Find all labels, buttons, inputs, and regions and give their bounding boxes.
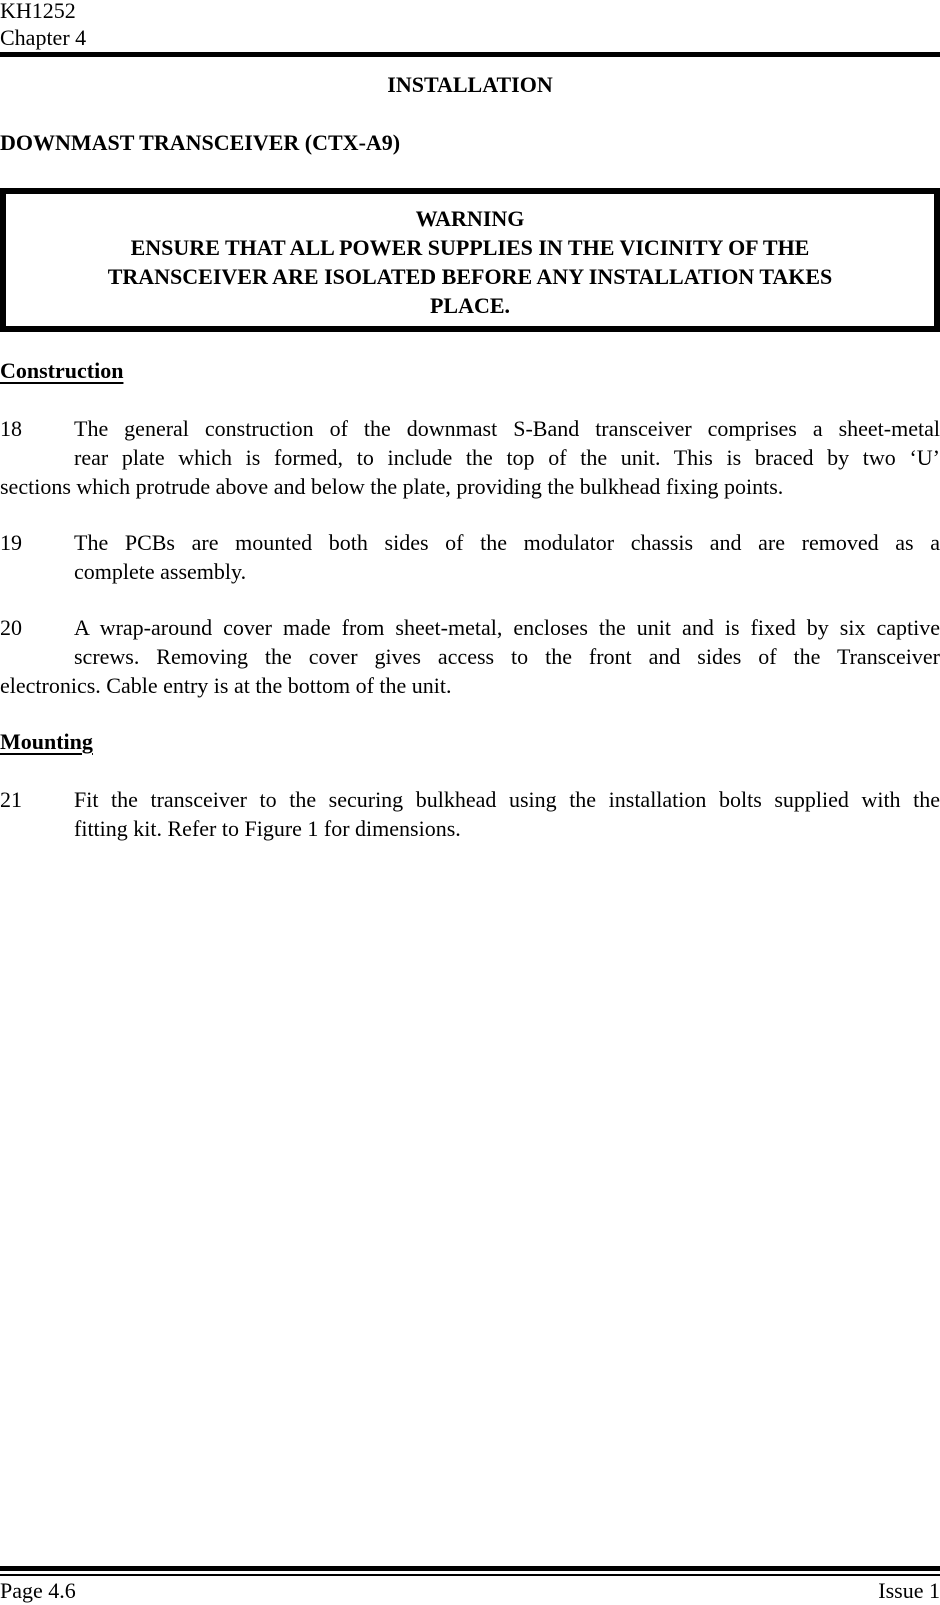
page-number: Page 4.6	[0, 1578, 76, 1603]
warning-box	[0, 188, 940, 332]
paragraph-number: 21	[0, 787, 22, 812]
page-title: INSTALLATION	[387, 72, 553, 97]
construction-heading: Construction	[0, 358, 124, 383]
footer-rule-thin	[0, 1574, 940, 1576]
paragraph-18	[0, 414, 940, 501]
paragraph-line: fitting kit. Refer to Figure 1 for dimensions.	[74, 816, 461, 841]
paragraph-21	[0, 785, 940, 843]
warning-title: WARNING	[415, 206, 525, 231]
warning-line-1: ENSURE THAT ALL POWER SUPPLIES IN THE VICINITY OF THE	[130, 235, 810, 260]
paragraph-line: complete assembly.	[74, 559, 247, 584]
paragraph-20	[0, 613, 940, 700]
paragraph-line: electronics. Cable entry is at the bottom of the unit.	[0, 673, 452, 698]
section-title: DOWNMAST TRANSCEIVER (CTX-A9)	[0, 130, 401, 155]
header-rule	[0, 52, 940, 57]
paragraph-number: 19	[0, 530, 22, 555]
paragraph-line: sections which protrude above and below the plate, providing the bulkhead fixing points.	[0, 474, 784, 499]
issue-label: Issue 1	[878, 1578, 940, 1603]
mounting-heading: Mounting	[0, 729, 93, 754]
paragraph-number: 18	[0, 416, 22, 441]
paragraph-line: rear plate which is formed, to include the top of the unit. This is braced by two ‘U’	[74, 445, 940, 470]
paragraph-line: Fit the transceiver to the securing bulkhead using the installation bolts supplied with the	[74, 787, 940, 812]
paragraph-line: screws. Removing the cover gives access to the front and sides of the Transceiver	[74, 644, 940, 669]
document-code: KH1252	[0, 0, 76, 23]
paragraph-number: 20	[0, 615, 22, 640]
warning-line-3: PLACE.	[429, 293, 511, 318]
footer-rule-thick	[0, 1566, 940, 1571]
warning-line-2: TRANSCEIVER ARE ISOLATED BEFORE ANY INSTALLATION TAKES	[107, 264, 833, 289]
paragraph-line: A wrap-around cover made from sheet-metal, encloses the unit and is fixed by six captive	[74, 615, 940, 640]
paragraph-line: The general construction of the downmast S-Band transceiver comprises a sheet-metal	[74, 416, 940, 441]
chapter-label: Chapter 4	[0, 25, 87, 50]
paragraph-line: The PCBs are mounted both sides of the modulator chassis and are removed as a	[74, 530, 940, 555]
paragraph-19	[0, 528, 940, 586]
